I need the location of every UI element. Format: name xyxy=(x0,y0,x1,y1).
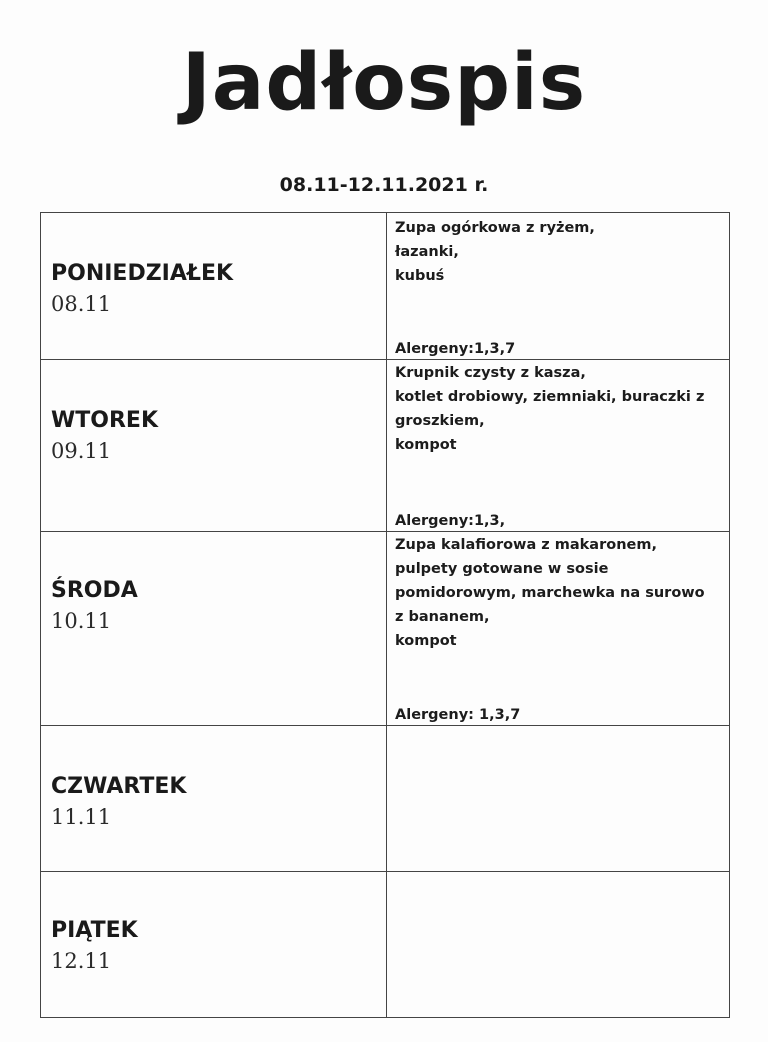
meal-line: Zupa ogórkowa z ryżem, xyxy=(395,220,595,236)
day-name: CZWARTEK xyxy=(51,774,187,799)
meal-line: Krupnik czysty z kasza, xyxy=(395,365,586,381)
day-date: 11.11 xyxy=(51,805,112,829)
day-date: 10.11 xyxy=(51,609,112,633)
table-row xyxy=(41,872,730,1018)
day-date: 12.11 xyxy=(51,949,112,973)
meal-line: kotlet drobiowy, ziemniaki, buraczki z xyxy=(395,389,705,405)
meal-line: Zupa kalafiorowa z makaronem, xyxy=(395,537,657,553)
day-name: PIĄTEK xyxy=(51,918,138,943)
meal-line: pulpety gotowane w sosie xyxy=(395,561,609,577)
meal-cell xyxy=(387,360,730,532)
meal-cell xyxy=(387,532,730,726)
day-cell xyxy=(41,213,387,360)
allergens-label: Alergeny:1,3, xyxy=(395,513,506,529)
meal-cell xyxy=(387,213,730,360)
meal-line: łazanki, xyxy=(395,244,459,260)
meal-cell xyxy=(387,872,730,1018)
meal-line: kompot xyxy=(395,633,457,649)
day-name: PONIEDZIAŁEK xyxy=(51,261,234,286)
date-range: 08.11-12.11.2021 r. xyxy=(279,174,489,196)
meal-line: z bananem, xyxy=(395,609,490,625)
day-name: ŚRODA xyxy=(51,578,138,603)
table-row xyxy=(41,360,730,532)
day-date: 09.11 xyxy=(51,439,112,463)
meal-line: kubuś xyxy=(395,268,445,284)
meal-line: pomidorowym, marchewka na surowo xyxy=(395,585,705,601)
table-row xyxy=(41,726,730,872)
day-name: WTOREK xyxy=(51,408,158,433)
table-row xyxy=(41,213,730,360)
day-date: 08.11 xyxy=(51,292,112,316)
meal-line: kompot xyxy=(395,437,457,453)
meal-line: groszkiem, xyxy=(395,413,485,429)
menu-table xyxy=(40,212,730,1018)
meal-cell xyxy=(387,726,730,872)
day-cell xyxy=(41,532,387,726)
day-cell xyxy=(41,872,387,1018)
allergens-label: Alergeny: 1,3,7 xyxy=(395,707,521,723)
allergens-label: Alergeny:1,3,7 xyxy=(395,341,516,357)
day-cell xyxy=(41,360,387,532)
page-title: Jadłospis xyxy=(181,38,587,128)
table-row xyxy=(41,532,730,726)
day-cell xyxy=(41,726,387,872)
